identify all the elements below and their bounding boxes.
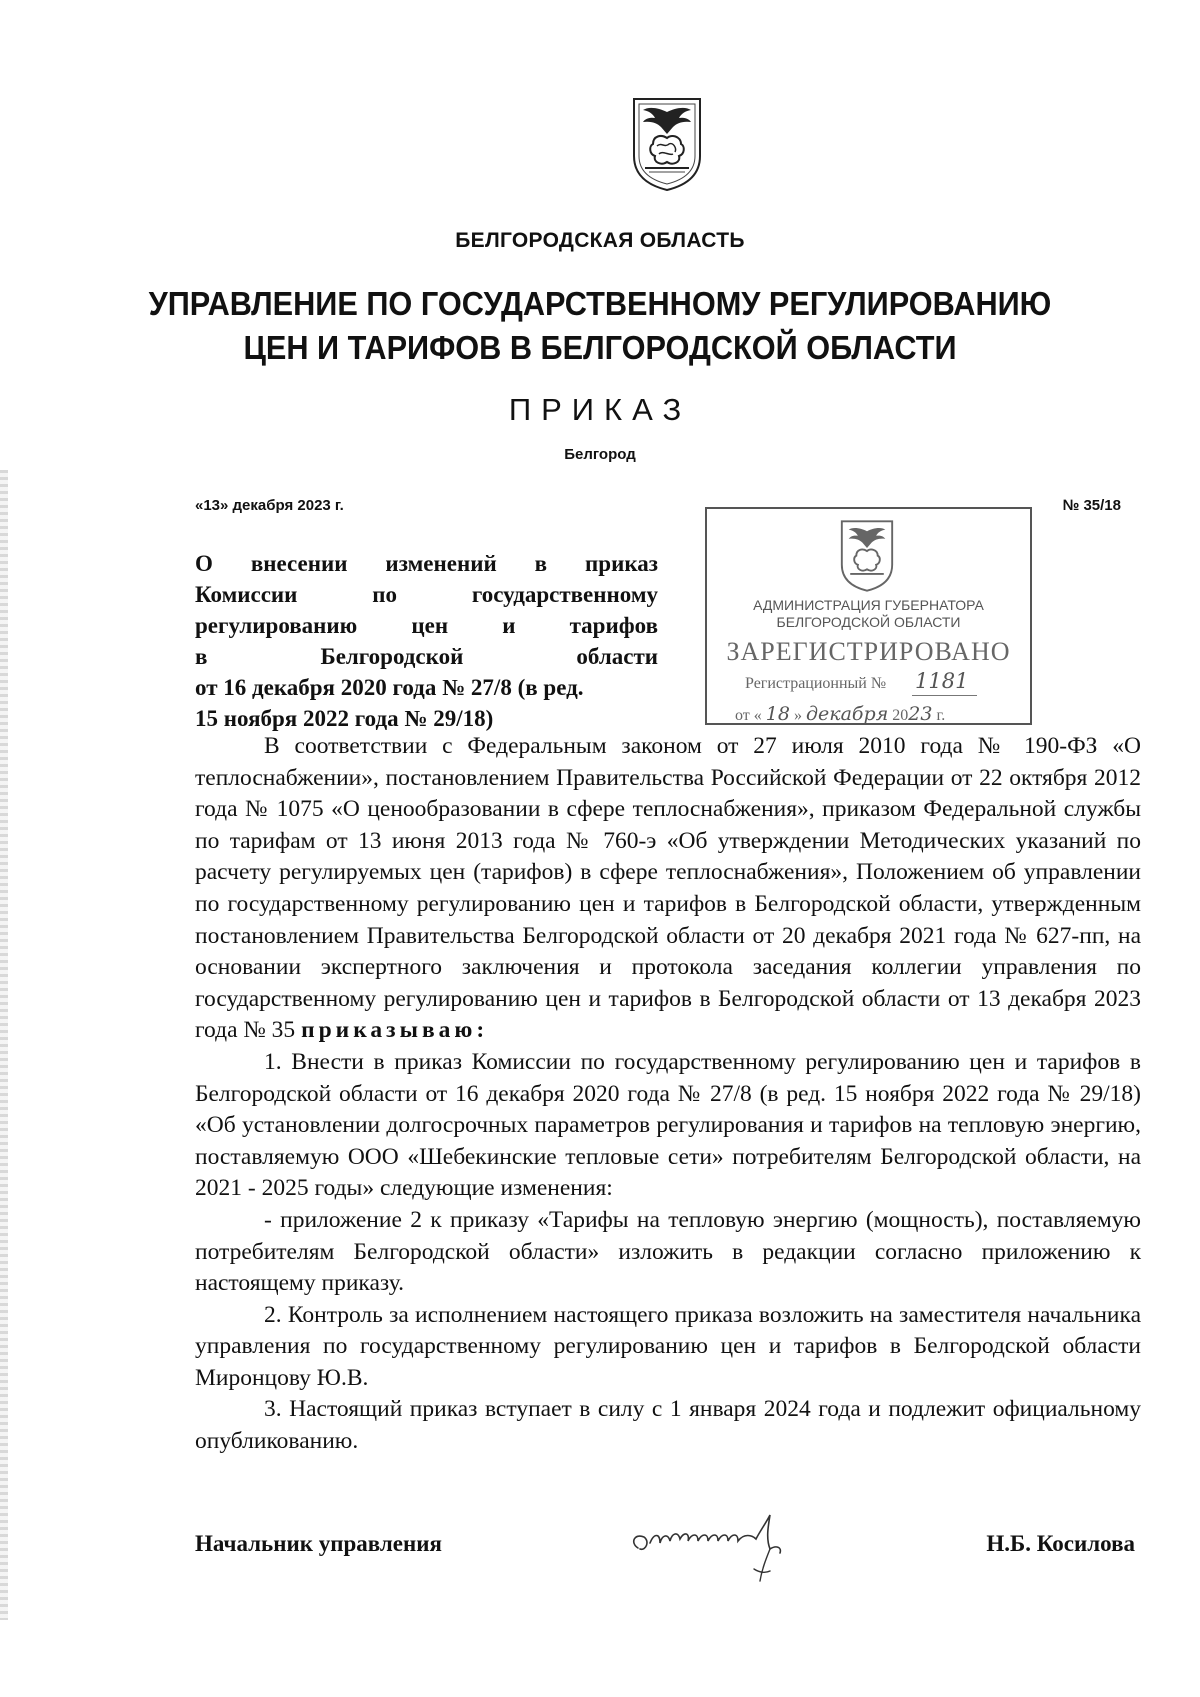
item-1-sub-paragraph: - приложение 2 к приказу «Тарифы на тепловую энергию (мощность), поставляемую потребителям Белгородской области» изложить в редакции согласно приложению к настоящему приказу. (195, 1206, 1141, 1297)
stamp-reg-underline (912, 695, 977, 696)
registration-stamp (705, 507, 1032, 725)
stamp-reg-number: 1181 (915, 669, 969, 693)
preamble-text: В соответствии с Федеральным законом от 27 июля 2010 года № 190-ФЗ «О теплоснабжении», постановлением Правительства Российской Федерации от 22 октября 2012 года № 1075 «О ценообразовании в сфере теплоснабжения», приказом Федеральной службы по тарифам от 13 июня 2013 года № 760-э «Об утверждении Методических указаний по расчету регулируемых цен (тарифов) в сфере теплоснабжения», Положением об управлении по государственному регулированию цен и тарифов в Белгородской области, утвержденным постановлением Правительства Белгородской области от 20 декабря 2021 года № 627-пп, на основании экспертного заключения и протокола заседания коллегии управления по государственному регулированию цен и тарифов в Белгородской области от 13 декабря 2023 года № 35 (195, 733, 1141, 1044)
stamp-date-mid: » (793, 707, 802, 724)
stamp-date-day: 18 (765, 703, 790, 725)
stamp-date (735, 703, 945, 725)
agency-title-line-2: ЦЕН И ТАРИФОВ В БЕЛГОРОДСКОЙ ОБЛАСТИ (243, 329, 957, 366)
item-3-paragraph: 3. Настоящий приказ вступает в силу с 1 января 2024 года и подлежит официальному опубликованию. (195, 1396, 1141, 1455)
coat-of-arms-icon (631, 96, 703, 193)
document-body (195, 731, 1141, 1458)
stamp-org-line-2: БЕЛГОРОДСКОЙ ОБЛАСТИ (776, 614, 961, 630)
city: Белгород (564, 446, 636, 463)
handwritten-signature (620, 1503, 840, 1588)
subject-line: 15 ноября 2022 года № 29/18) (195, 706, 494, 731)
agency-title-line-1: УПРАВЛЕНИЕ ПО ГОСУДАРСТВЕННОМУ РЕГУЛИРОВАНИЮ (148, 285, 1052, 322)
document-type: ПРИКАЗ (508, 392, 692, 427)
item-1-paragraph: 1. Внести в приказ Комиссии по государственному регулированию цен и тарифов в Белгородской области от 16 декабря 2020 года № 27/8 (в ред. 15 ноября 2022 года № 29/18) «Об установлении долгосрочных параметров регулирования и тарифов на тепловую энергию, поставляемую ООО «Шебекинские тепловые сети» потребителям Белгородской области, на 2021 - 2025 годы» следующие изменения: (195, 1048, 1141, 1202)
item-2-paragraph: 2. Контроль за исполнением настоящего приказа возложить на заместителя начальника управления по государственному регулированию цен и тарифов в Белгородской области Миронцову Ю.В. (195, 1301, 1141, 1391)
subject-line: регулированию цен и тарифов (195, 613, 658, 638)
stamp-coat-of-arms-icon (839, 519, 895, 593)
stamp-date-year-prefix: 20 (892, 707, 909, 724)
stamp-registered: ЗАРЕГИСТРИРОВАНО (726, 637, 1011, 666)
stamp-organization (707, 597, 1030, 631)
stamp-date-month: декабря (805, 703, 889, 725)
subject-line: О внесении изменений в приказ (195, 551, 658, 576)
subject-line: от 16 декабря 2020 года № 27/8 (в ред. (195, 675, 584, 700)
agency-title (42, 282, 1158, 370)
preamble-paragraph (195, 731, 1141, 1047)
signature-block (195, 1525, 1135, 1585)
stamp-date-year-end: г. (936, 707, 946, 724)
document-date: «13» декабря 2023 г. (195, 497, 344, 514)
stamp-reg-label: Регистрационный № (745, 675, 887, 692)
document-number: № 35/18 (1062, 497, 1121, 514)
document-subject (195, 548, 658, 734)
subject-line: Комиссии по государственному (195, 582, 658, 607)
region-title: БЕЛГОРОДСКАЯ ОБЛАСТЬ (455, 229, 745, 252)
order-word: приказываю: (301, 1017, 489, 1044)
stamp-org-line-1: АДМИНИСТРАЦИЯ ГУБЕРНАТОРА (753, 597, 984, 613)
scan-edge-artifact (0, 470, 8, 1620)
stamp-date-year-suffix: 23 (908, 703, 933, 725)
signatory-name: Н.Б. Косилова (986, 1531, 1135, 1556)
subject-line: в Белгородской области (195, 644, 658, 669)
stamp-date-prefix: от « (735, 707, 762, 724)
signatory-position: Начальник управления (195, 1531, 442, 1556)
